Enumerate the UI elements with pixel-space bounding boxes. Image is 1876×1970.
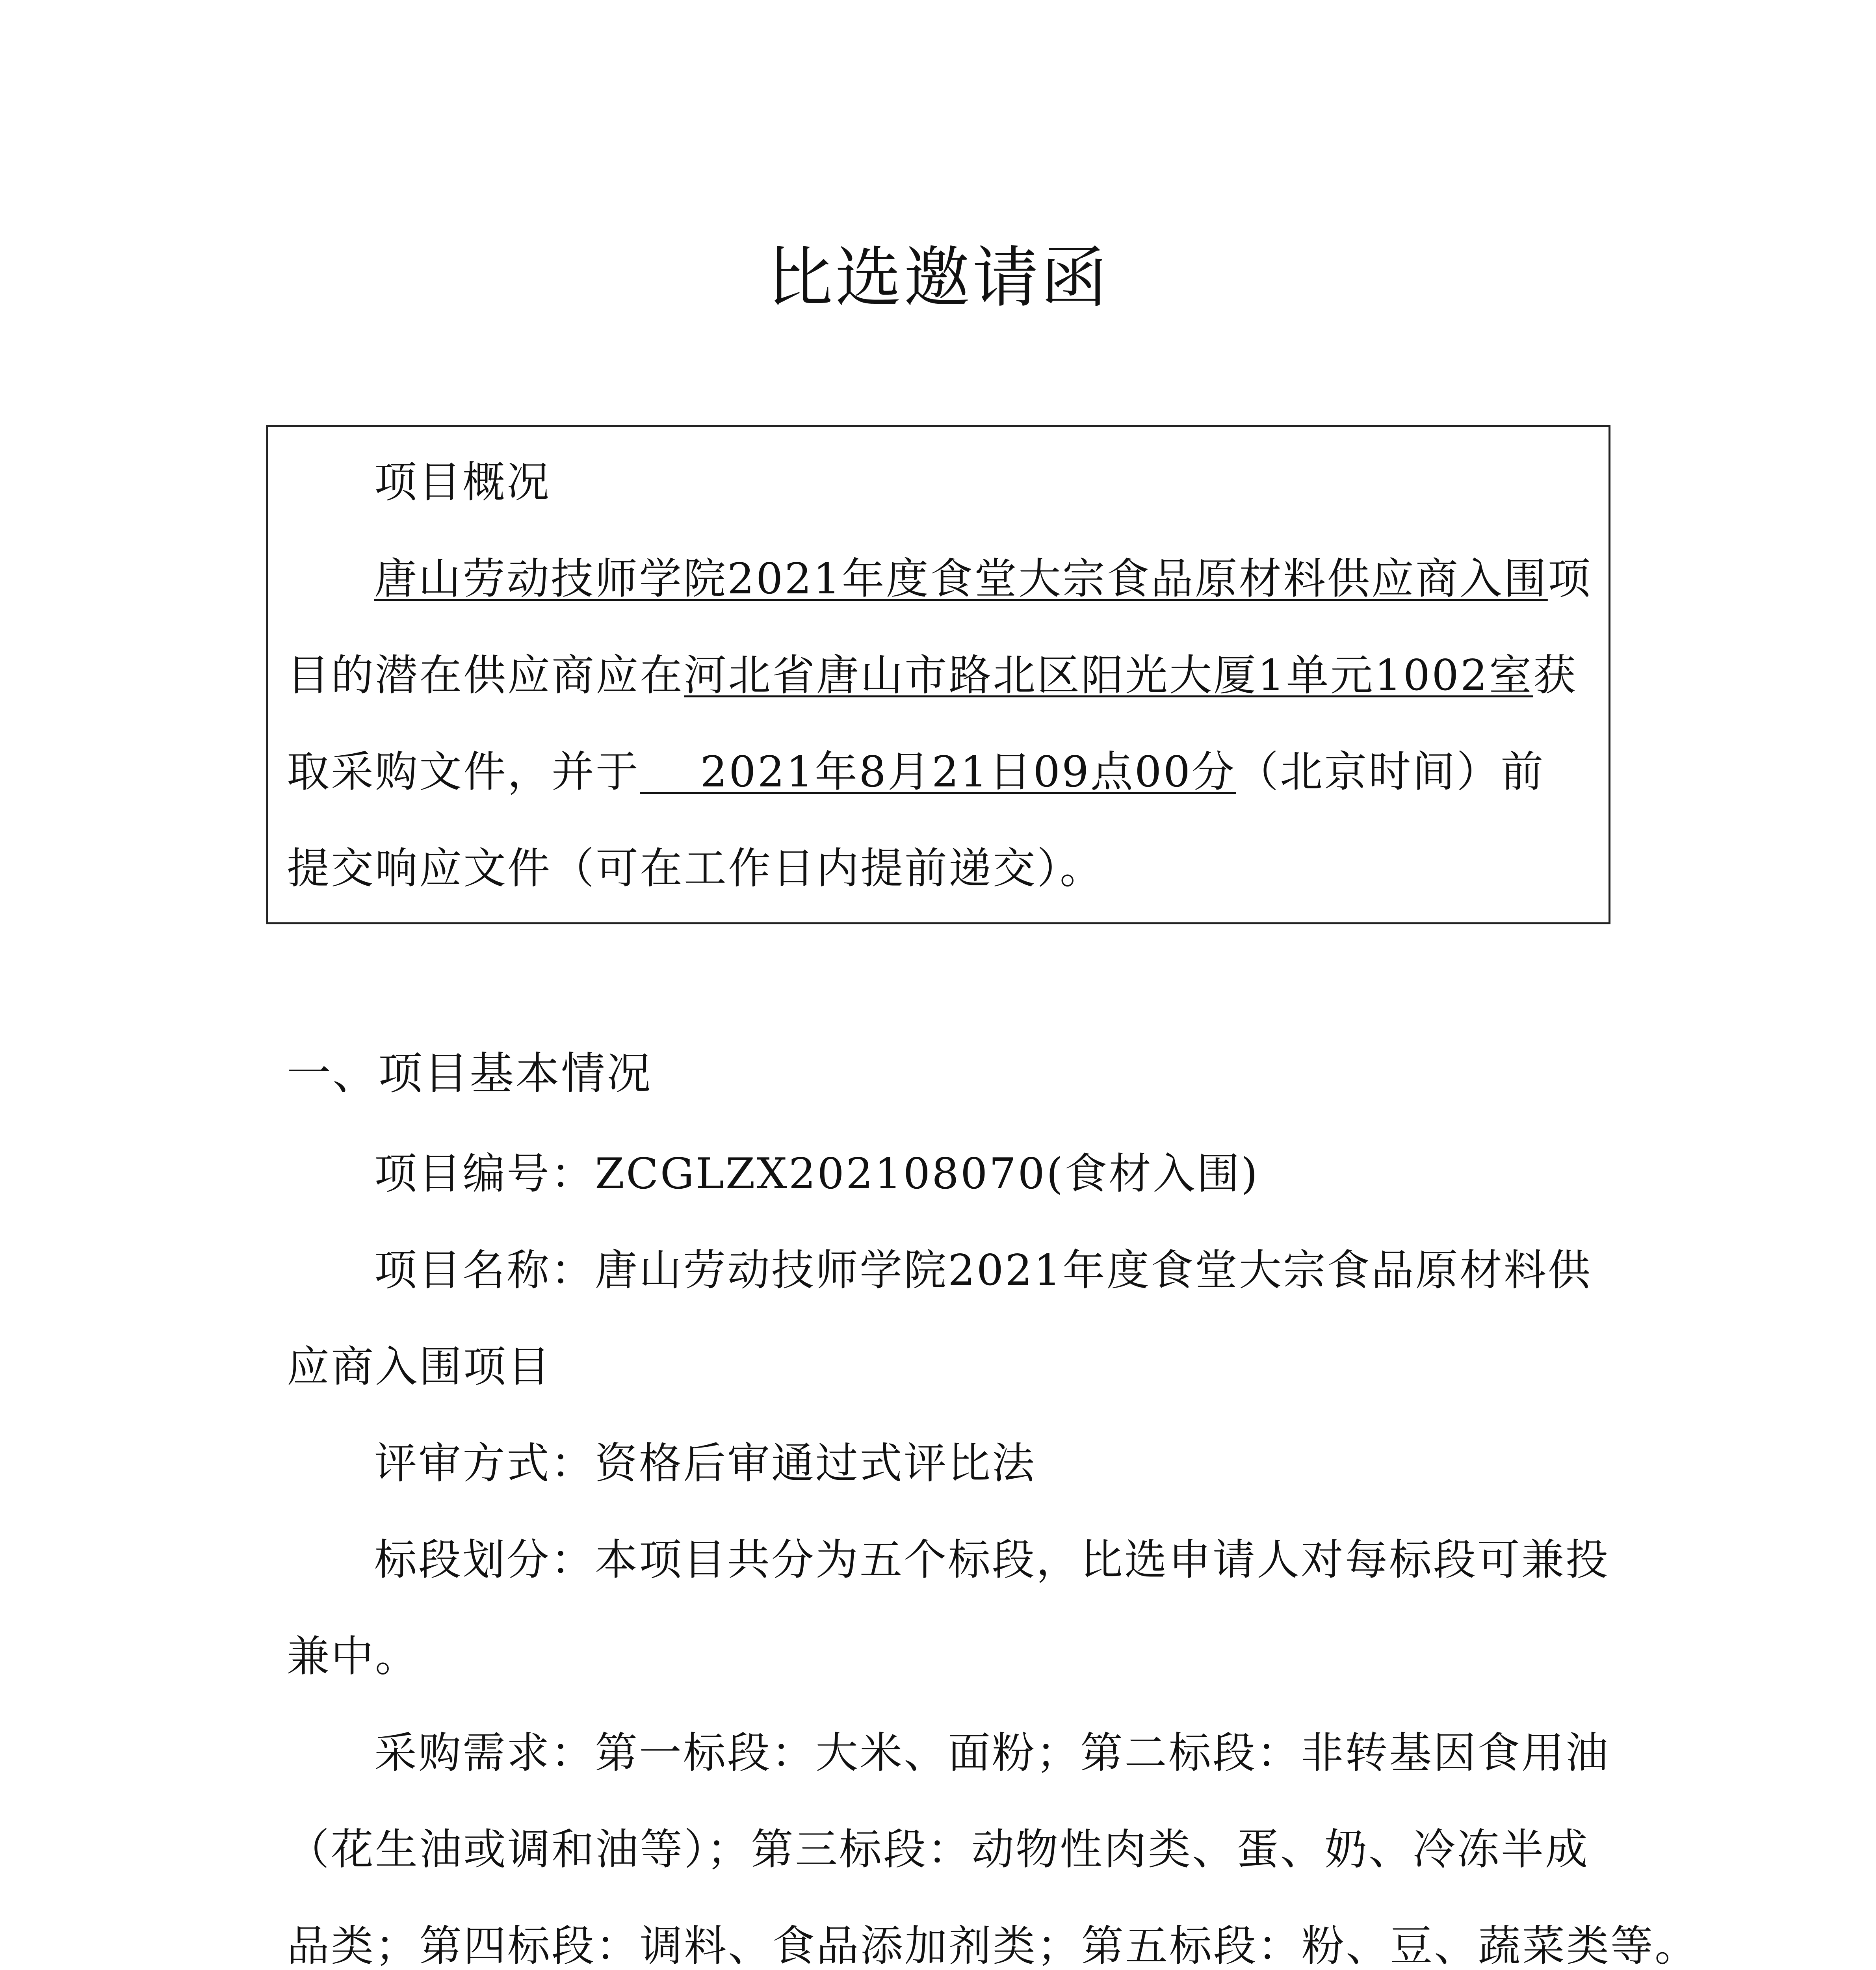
lot-division-line: 标段划分：本项目共分为五个标段，比选申请人对每标段可兼投 — [374, 1535, 1610, 1585]
summary-heading: 项目概况 — [374, 458, 551, 507]
summary-line-2-tail: 获 — [1533, 651, 1577, 700]
project-name-underlined: 唐山劳动技师学院2021年度食堂大宗食品原材料供应商入围 — [374, 554, 1548, 604]
project-name-line-cont: 应商入围项目 — [287, 1342, 552, 1392]
procurement-needs-line-2: （花生油或调和油等）；第三标段：动物性肉类、蛋、奶、冷冻半成 — [287, 1825, 1590, 1874]
summary-line-3-tail: （北京时间）前 — [1236, 747, 1545, 797]
summary-line-4: 提交响应文件（可在工作日内提前递交）。 — [287, 844, 1104, 893]
project-number-line: 项目编号：ZCGLZX202108070(食材入围) — [374, 1149, 1259, 1199]
summary-line-1-tail: 项 — [1547, 554, 1592, 604]
summary-line-3 — [287, 743, 1545, 802]
submission-deadline-underlined: 2021年8月21日09点00分 — [640, 747, 1236, 797]
review-method-line: 评审方式：资格后审通过式评比法 — [374, 1439, 1036, 1488]
procurement-needs-line: 采购需求：第一标段：大米、面粉；第二标段：非转基因食用油 — [374, 1728, 1610, 1778]
procurement-needs-line-3: 品类；第四标段：调料、食品添加剂类；第五标段：粉、豆、蔬菜类等。 — [287, 1922, 1699, 1970]
summary-line-2-pre: 目的潜在供应商应在 — [287, 651, 684, 700]
summary-line-2 — [287, 646, 1577, 705]
section-heading-basic-info: 一、项目基本情况 — [287, 1048, 652, 1099]
summary-line-1 — [374, 550, 1592, 609]
pickup-address-underlined: 河北省唐山市路北区阳光大厦1单元1002室 — [684, 651, 1533, 700]
lot-division-line-cont: 兼中。 — [287, 1632, 420, 1681]
page-title: 比选邀请函 — [767, 239, 1109, 316]
project-name-line: 项目名称：唐山劳动技师学院2021年度食堂大宗食品原材料供 — [374, 1246, 1592, 1295]
summary-line-3-pre: 取采购文件，并于 — [287, 747, 640, 797]
